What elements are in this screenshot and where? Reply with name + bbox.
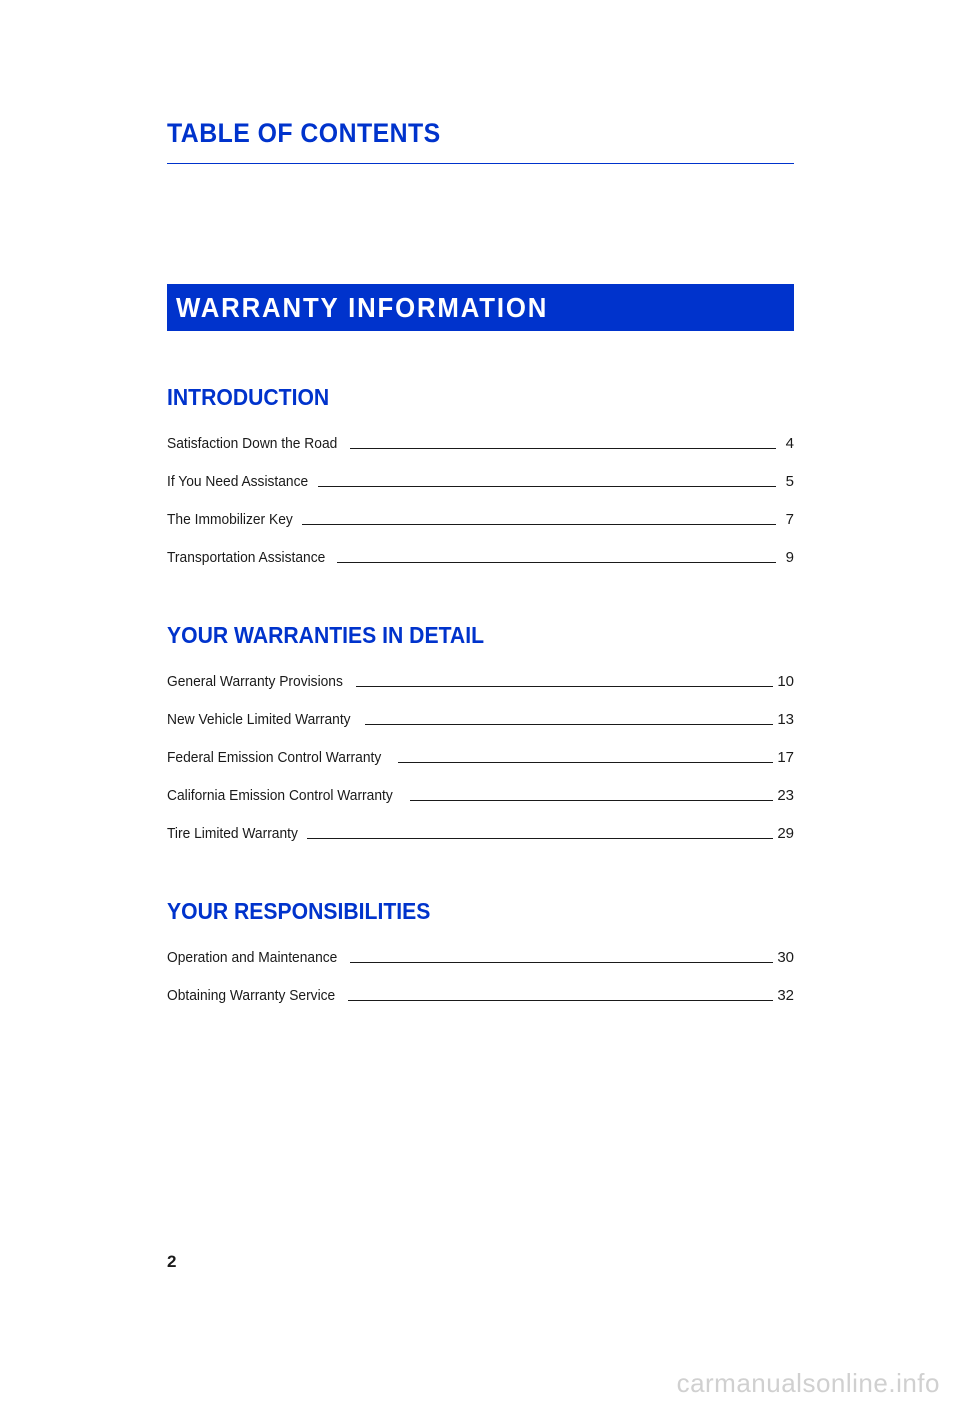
toc-entry[interactable] <box>167 966 794 1004</box>
toc-entry-label: Federal Emission Control Warranty <box>167 749 382 766</box>
toc-entry-page: 30 <box>777 949 794 966</box>
toc-entry-label: Satisfaction Down the Road <box>167 435 338 452</box>
toc-leader-line <box>348 1000 773 1001</box>
toc-section-responsibilities <box>167 896 794 1004</box>
toc-entry-page: 4 <box>785 435 794 452</box>
toc-entry[interactable] <box>167 766 794 804</box>
toc-entry-label: Transportation Assistance <box>167 549 326 566</box>
toc-entry[interactable] <box>167 690 794 728</box>
banner-title: WARRANTY INFORMATION <box>176 291 549 323</box>
toc-entry-label: The Immobilizer Key <box>167 511 293 528</box>
section-banner <box>167 284 794 331</box>
toc-leader-line <box>356 686 773 687</box>
title-divider <box>167 163 794 164</box>
toc-entry-label: If You Need Assistance <box>167 473 309 490</box>
toc-entry-label: New Vehicle Limited Warranty <box>167 711 351 728</box>
toc-leader-line <box>318 486 776 487</box>
toc-entry-page: 5 <box>785 473 794 490</box>
toc-entry-label: Operation and Maintenance <box>167 949 338 966</box>
page-number: 2 <box>167 1252 177 1271</box>
toc-entry[interactable] <box>167 490 794 528</box>
toc-leader-line <box>398 762 773 763</box>
toc-leader-line <box>350 962 773 963</box>
toc-entry[interactable] <box>167 652 794 690</box>
toc-leader-line <box>302 524 776 525</box>
toc-entry-page: 7 <box>785 511 794 528</box>
toc-entry-label: Tire Limited Warranty <box>167 825 298 842</box>
toc-entry-label: Obtaining Warranty Service <box>167 987 336 1004</box>
watermark: carmanualsonline.info <box>676 1368 940 1398</box>
toc-leader-line <box>307 838 773 839</box>
toc-entry[interactable] <box>167 728 794 766</box>
page-title: TABLE OF CONTENTS <box>167 118 441 148</box>
section-title: YOUR WARRANTIES IN DETAIL <box>167 622 485 648</box>
toc-entry-page: 9 <box>785 549 794 566</box>
toc-entry-page: 10 <box>777 673 794 690</box>
toc-entry[interactable] <box>167 804 794 842</box>
toc-leader-line <box>410 800 773 801</box>
toc-entry-page: 23 <box>777 787 794 804</box>
toc-entry-page: 13 <box>777 711 794 728</box>
toc-entry[interactable] <box>167 528 794 566</box>
section-title: YOUR RESPONSIBILITIES <box>167 898 431 924</box>
toc-entry-label: California Emission Control Warranty <box>167 787 393 804</box>
toc-entry-page: 32 <box>777 987 794 1004</box>
toc-section-warranties <box>167 620 794 842</box>
toc-entry[interactable] <box>167 414 794 452</box>
toc-leader-line <box>350 448 776 449</box>
toc-entry[interactable] <box>167 452 794 490</box>
toc-entry-page: 29 <box>777 825 794 842</box>
toc-entry[interactable] <box>167 928 794 966</box>
toc-section-introduction <box>167 382 794 566</box>
toc-entry-page: 17 <box>777 749 794 766</box>
toc-leader-line <box>337 562 776 563</box>
section-title: INTRODUCTION <box>167 384 330 410</box>
toc-leader-line <box>365 724 774 725</box>
toc-entry-label: General Warranty Provisions <box>167 673 343 690</box>
